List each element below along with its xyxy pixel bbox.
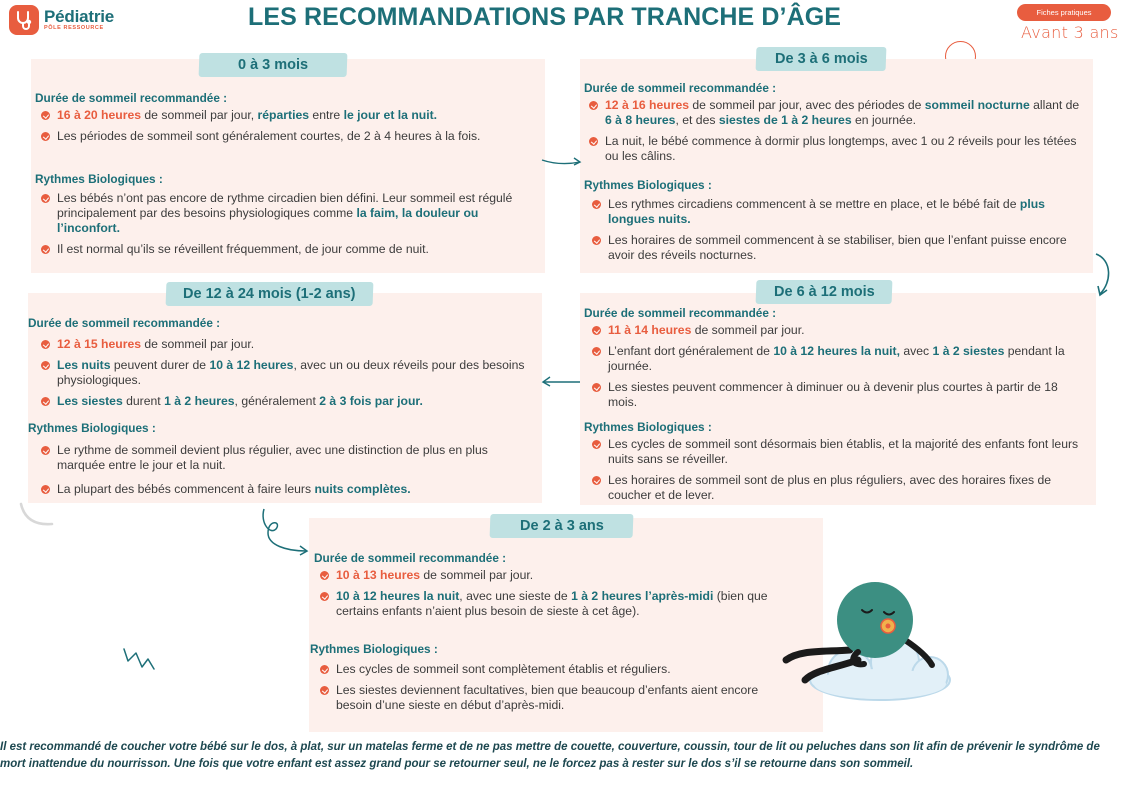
- check-icon: [592, 476, 601, 485]
- check-icon: [320, 665, 329, 674]
- check-icon: [41, 361, 50, 370]
- section-duree: Durée de sommeil recommandée :: [584, 81, 777, 95]
- arrow-icon: [540, 373, 582, 389]
- logo-name: Pédiatrie: [44, 7, 115, 27]
- list-item: La nuit, le bébé commence à dormir plus longtemps, avec 1 ou 2 réveils pour les tétées ou les câlins.: [605, 134, 1085, 164]
- card-title: De 6 à 12 mois: [756, 280, 893, 304]
- section-rythmes: Rythmes Biologiques :: [584, 178, 712, 192]
- arrow-icon: [1090, 250, 1115, 300]
- check-icon: [320, 686, 329, 695]
- list-item: Le rythme de sommeil devient plus régulier, avec une distinction de plus en plus marquée entre le jour et la nuit.: [57, 443, 535, 473]
- age-tag: Avant 3 ans: [1021, 23, 1119, 42]
- list-item: 12 à 15 heures de sommeil par jour.: [57, 337, 535, 352]
- card-title: De 2 à 3 ans: [490, 514, 634, 538]
- list-item: Les rythmes circadiens commencent à se mettre en place, et le bébé fait de plus longues nuits.: [608, 197, 1085, 227]
- section-duree: Durée de sommeil recommandée :: [28, 316, 221, 330]
- section-duree: Durée de sommeil recommandée :: [584, 306, 777, 320]
- check-icon: [592, 236, 601, 245]
- logo: [9, 5, 114, 35]
- decorative-zigzag: [122, 645, 158, 675]
- list-item: 16 à 20 heures de sommeil par jour, réparties entre le jour et la nuit.: [57, 108, 537, 123]
- section-rythmes: Rythmes Biologiques :: [584, 420, 712, 434]
- check-icon: [320, 571, 329, 580]
- section-rythmes: Rythmes Biologiques :: [310, 642, 438, 656]
- decorative-arc: [18, 500, 58, 530]
- list-item: Il est normal qu’ils se réveillent fréquemment, de jour comme de nuit.: [57, 242, 537, 257]
- check-icon: [592, 326, 601, 335]
- check-icon: [592, 440, 601, 449]
- sleeping-character-icon: [780, 580, 960, 705]
- check-icon: [41, 245, 50, 254]
- list-item: La plupart des bébés commencent à faire leurs nuits complètes.: [57, 482, 535, 497]
- check-icon: [589, 101, 598, 110]
- logo-subtitle: PÔLE RESSOURCE: [44, 25, 104, 32]
- check-icon: [41, 397, 50, 406]
- arrow-icon: [540, 150, 585, 170]
- list-item: 10 à 12 heures la nuit, avec une sieste de 1 à 2 heures l’après-midi (bien que certains enfants n’aient plus besoin de sieste à cet âge).: [336, 589, 812, 619]
- list-item: Les siestes peuvent commencer à diminuer ou à devenir plus courtes à partir de 18 mois.: [608, 380, 1088, 410]
- safety-notice: Il est recommandé de coucher votre bébé sur le dos, à plat, sur un matelas ferme et de ne pas mettre de couette, couverture, coussin, tour de lit ou peluches dans son lit afin de prévenir le syndrôme de mort inattendue du nourrisson. Une fois que votre enfant est assez grand pour se retourner seul, ne le forcez pas à rester sur le dos s’il se retourne dans son sommeil.: [0, 741, 1100, 770]
- list-item: Les siestes durent 1 à 2 heures, généralement 2 à 3 fois par jour.: [57, 394, 535, 409]
- list-item: L’enfant dort généralement de 10 à 12 heures la nuit, avec 1 à 2 siestes pendant la journée.: [608, 344, 1088, 374]
- section-rythmes: Rythmes Biologiques :: [28, 421, 156, 435]
- section-duree: Durée de sommeil recommandée :: [35, 91, 228, 105]
- list-item: 10 à 13 heures de sommeil par jour.: [336, 568, 812, 583]
- list-item: 11 à 14 heures de sommeil par jour.: [608, 323, 1088, 338]
- check-icon: [41, 132, 50, 141]
- check-icon: [592, 383, 601, 392]
- check-icon: [41, 111, 50, 120]
- check-icon: [589, 137, 598, 146]
- check-icon: [41, 340, 50, 349]
- check-icon: [41, 485, 50, 494]
- check-icon: [41, 194, 50, 203]
- check-icon: [320, 592, 329, 601]
- section-rythmes: Rythmes Biologiques :: [35, 172, 163, 186]
- section-duree: Durée de sommeil recommandée :: [314, 551, 507, 565]
- list-item: 12 à 16 heures de sommeil par jour, avec des périodes de sommeil nocturne allant de 6 à 8 heures, et des siestes de 1 à 2 heures en journée.: [605, 98, 1085, 128]
- list-item: Les horaires de sommeil sont de plus en plus réguliers, avec des horaires fixes de coucher et de lever.: [608, 473, 1088, 503]
- fiches-pratiques-badge[interactable]: Fiches pratiques: [1017, 4, 1111, 21]
- list-item: Les horaires de sommeil commencent à se stabiliser, bien que l’enfant puisse encore avoir des réveils nocturnes.: [608, 233, 1085, 263]
- list-item: Les bébés n’ont pas encore de rythme circadien bien défini. Leur sommeil est régulé principalement par des besoins physiologiques comme la faim, la douleur ou l’inconfort.: [57, 191, 535, 236]
- page-title: LES RECOMMANDATIONS PAR TRANCHE D’ÂGE: [248, 3, 842, 31]
- check-icon: [41, 446, 50, 455]
- list-item: Les cycles de sommeil sont désormais bien établis, et la majorité des enfants font leurs nuits sans se réveiller.: [608, 437, 1088, 467]
- list-item: Les cycles de sommeil sont complètement établis et réguliers.: [336, 662, 796, 677]
- check-icon: [592, 347, 601, 356]
- card-title: De 3 à 6 mois: [756, 47, 887, 71]
- card-title: 0 à 3 mois: [199, 53, 348, 77]
- list-item: Les périodes de sommeil sont généralement courtes, de 2 à 4 heures à la fois.: [57, 129, 537, 144]
- list-item: Les nuits peuvent durer de 10 à 12 heures, avec un ou deux réveils pour des besoins physiologiques.: [57, 358, 535, 388]
- list-item: Les siestes deviennent facultatives, bien que beaucoup d’enfants aient encore besoin d’une sieste en début d’après-midi.: [336, 683, 796, 713]
- check-icon: [592, 200, 601, 209]
- stethoscope-icon: [9, 5, 39, 35]
- card-title: De 12 à 24 mois (1-2 ans): [166, 282, 374, 306]
- arrow-icon: [258, 505, 313, 560]
